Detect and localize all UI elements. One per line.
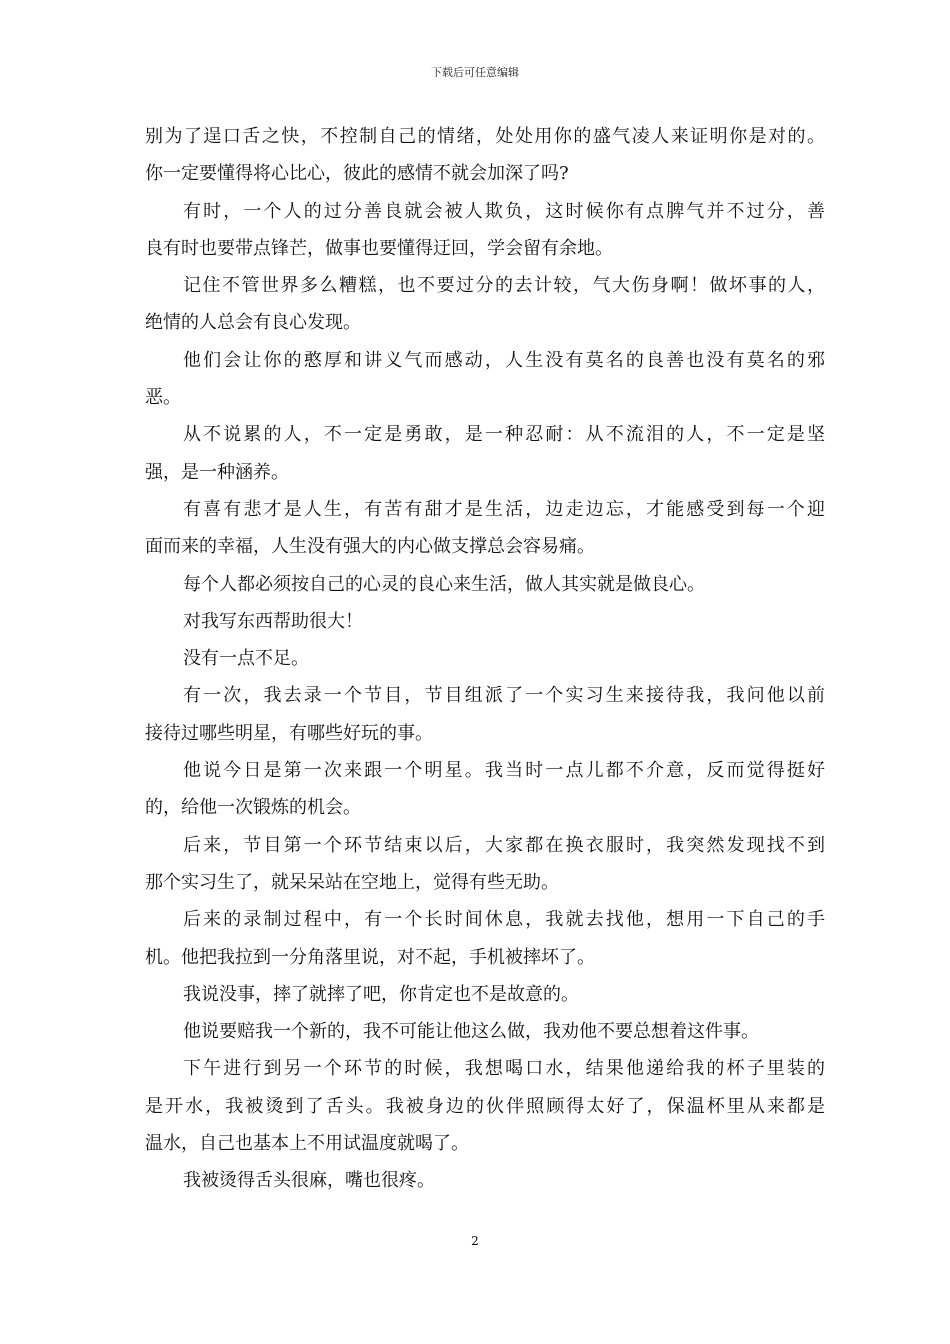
text-line: 他说要赔我一个新的，我不可能让他这么做，我劝他不要总想着这件事。 <box>183 1021 759 1043</box>
text-line: 绝情的人总会有良心发现。 <box>145 312 361 334</box>
text-line: 有时，一个人的过分善良就会被人欺负，这时候你有点脾气并不过分，善 <box>183 200 825 222</box>
document-body <box>145 118 825 1200</box>
text-line: 他们会让你的憨厚和讲义气而感动，人生没有莫名的良善也没有莫名的邪 <box>183 349 825 371</box>
text-line: 从不说累的人，不一定是勇敢，是一种忍耐：从不流泪的人，不一定是坚 <box>183 424 825 446</box>
text-line: 没有一点不足。 <box>183 648 309 670</box>
page-header: 下载后可任意编辑 <box>431 66 519 79</box>
text-line: 机。他把我拉到一分角落里说，对不起，手机被摔坏了。 <box>145 946 595 968</box>
text-line: 温水，自己也基本上不用试温度就喝了。 <box>145 1133 469 1155</box>
text-line: 强，是一种涵养。 <box>145 461 289 483</box>
text-line: 恶。 <box>145 387 181 409</box>
text-line: 每个人都必须按自己的心灵的良心来生活，做人其实就是做良心。 <box>183 573 705 595</box>
text-line: 你一定要懂得将心比心，彼此的感情不就会加深了吗? <box>145 163 569 185</box>
text-line: 那个实习生了，就呆呆站在空地上，觉得有些无助。 <box>145 871 559 893</box>
text-line: 对我写东西帮助很大！ <box>183 610 363 632</box>
text-line: 有一次，我去录一个节目，节目组派了一个实习生来接待我，我问他以前 <box>183 685 825 707</box>
text-line: 是开水，我被烫到了舌头。我被身边的伙伴照顾得太好了，保温杯里从来都是 <box>145 1095 825 1117</box>
text-line: 面而来的幸福，人生没有强大的内心做支撑总会容易痛。 <box>145 536 595 558</box>
text-line: 后来，节目第一个环节结束以后，大家都在换衣服时，我突然发现找不到 <box>183 834 825 856</box>
text-line: 他说今日是第一次来跟一个明星。我当时一点儿都不介意，反而觉得挺好 <box>183 760 825 782</box>
text-line: 别为了逞口舌之快，不控制自己的情绪，处处用你的盛气凌人来证明你是对的。 <box>145 126 825 147</box>
text-line: 接待过哪些明星，有哪些好玩的事。 <box>145 722 433 744</box>
text-line: 下午进行到另一个环节的时候，我想喝口水，结果他递给我的杯子里装的 <box>183 1058 825 1080</box>
text-line: 记住不管世界多么糟糕，也不要过分的去计较，气大伤身啊！做坏事的人， <box>183 275 825 297</box>
text-line: 有喜有悲才是人生，有苦有甜才是生活，边走边忘，才能感受到每一个迎 <box>183 498 825 520</box>
page-number: 2 <box>471 1234 479 1248</box>
text-line: 我说没事，摔了就摔了吧，你肯定也不是故意的。 <box>183 983 579 1005</box>
text-line: 后来的录制过程中，有一个长时间休息，我就去找他，想用一下自己的手 <box>183 909 825 931</box>
text-line: 良有时也要带点锋芒，做事也要懂得迂回，学会留有余地。 <box>145 237 613 259</box>
text-line: 我被烫得舌头很麻，嘴也很疼。 <box>183 1170 435 1192</box>
text-line: 的，给他一次锻炼的机会。 <box>145 797 361 819</box>
